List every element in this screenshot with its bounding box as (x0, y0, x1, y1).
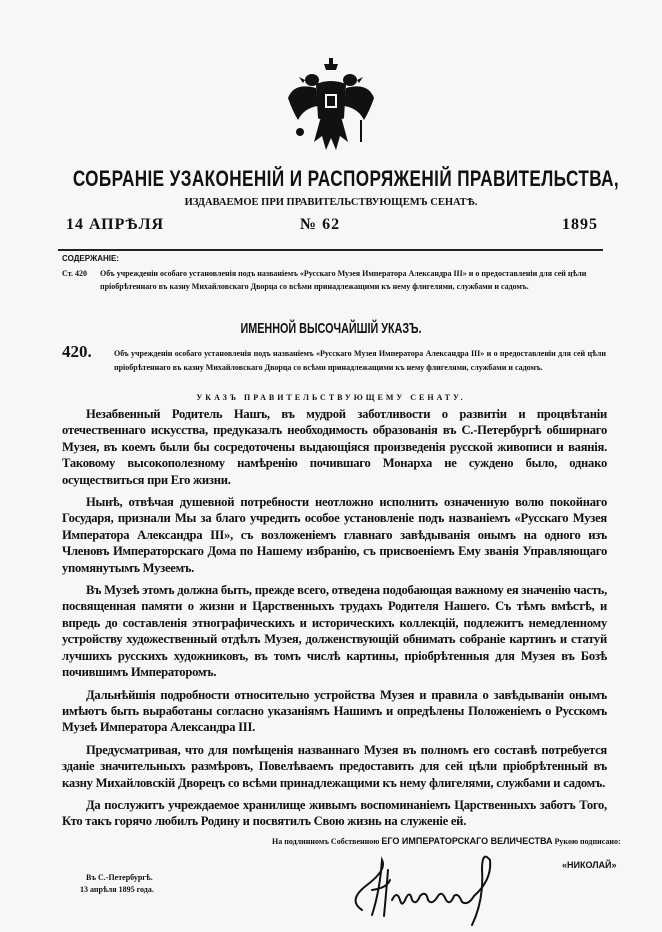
publication-title: СОБРАНІЕ УЗАКОНЕНІЙ И РАСПОРЯЖЕНІЙ ПРАВИТЕЛЬСТВА, (72, 166, 620, 191)
signature-note-title: ЕГО ИМПЕРАТОРСКАГО ВЕЛИЧЕСТВА (381, 835, 553, 846)
place-and-date (80, 872, 154, 896)
double-headed-eagle-emblem (286, 58, 376, 154)
decree-addressee: УКАЗЪ ПРАВИТЕЛЬСТВУЮЩЕМУ СЕНАТУ. (196, 393, 466, 402)
decree-body (62, 406, 607, 830)
handwritten-signature (342, 850, 512, 930)
contents-text: Объ учрежденіи особаго установленія подъ названіемъ «Русскаго Музея Императора Александра III» и о предоставленіи для сей цѣли пріобрѣтеннаго въ казну Михайловскаго Дворца со всѣми принадлежащими къ нему флигелями, службами и садомъ. (100, 269, 587, 291)
decree-paragraph: Дальнѣйшія подробности относительно устройства Музея и правила о завѣдываніи онымъ имѣютъ быть выработаны согласно указаніямъ Нашимъ и опредѣлены Положеніемъ о Русскомъ Музеѣ Императора Александра III. (62, 687, 607, 735)
signing-place: Въ С.-Петербургѣ. (86, 872, 153, 882)
contents-entry (62, 267, 602, 293)
header-divider (58, 249, 603, 251)
decree-paragraph: Предусматривая, что для помѣщенія названнаго Музея въ полномъ его составѣ потребуется зданіе значительныхъ размѣровъ, Повелѣваемъ предоставить для сей цѣли пріобрѣтенный въ казну Михайловскій Дворецъ со всѣми принадлежащими къ нему флигелями, службами и садомъ. (62, 742, 607, 790)
article-number: 420. (62, 342, 92, 361)
publication-subtitle: ИЗДАВАЕМОЕ ПРИ ПРАВИТЕЛЬСТВУЮЩЕМЪ СЕНАТѢ. (184, 197, 478, 208)
article-summary: Объ учрежденіи особаго установленія подъ названіемъ «Русскаго Музея Императора Александра III» и о предоставленіи для сей цѣли пріобрѣтеннаго въ казну Михайловскаго Дворца со всѣми принадлежащими къ нему флигелями, службами и садомъ. (114, 349, 606, 372)
signature-note-suffix: Рукою подписано: (554, 836, 621, 846)
decree-title: ИМЕННОЙ ВЫСОЧАЙШІЙ УКАЗЪ. (240, 320, 422, 337)
contents-label: СОДЕРЖАНІЕ: (62, 254, 119, 263)
decree-paragraph: Нынѣ, отвѣчая душевной потребности неотложно исполнить означенную волю покойнаго Государя, признали Мы за благо учредить особое установленіе подъ названіемъ «Русскаго Музея Императора Александра III», съ возложеніемъ главнаго завѣдыванія онымъ на одного изъ Членовъ Императорскаго Дома по Нашему избранію, съ присвоеніемъ Ему званія Управляющаго упомянутымъ Музеемъ. (62, 495, 607, 575)
decree-paragraph: Незабвенный Родитель Нашъ, въ мудрой заботливости о развитіи и процвѣтаніи отечественнаго искусства, предуказалъ необходимость образованія въ С.-Петербургѣ обширнаго Музея, въ коемъ были бы сосредоточены выдающіяся произведенія русской живописи и ваянія. Таковому высокополезному намѣренію почившаго Монарха не суждено было, однако осуществиться при Его жизни. (62, 407, 607, 487)
signature-note-prefix: На подлинномъ Собственною (272, 836, 380, 846)
issue-number: № 62 (300, 216, 341, 233)
decree-paragraph: Въ Музеѣ этомъ должна быть, прежде всего, отведена подобающая важному ея значенію часть, посвященная памяти о жизни и Царственныхъ трудахъ Родителя Нашего. Съ тѣмъ вмѣстѣ, и впредь до составленія этнографическихъ и историческихъ коллекцій, подлежитъ немедленному устройству художественный отдѣлъ Музея, долженствующій обнимать собраніе картинъ и статуй лучшихъ русскихъ художниковъ, въ томъ числѣ картины, пріобрѣтенныя для Музея въ Бозѣ почившимъ Императоромъ. (62, 583, 607, 680)
signing-date: 13 апрѣля 1895 года. (80, 884, 154, 894)
contents-article-number: Ст. 420 (62, 269, 87, 278)
issue-date: 14 АПРѢЛЯ (66, 216, 165, 233)
decree-paragraph: Да послужитъ учреждаемое хранилище живымъ воспоминаніемъ Царственныхъ заботъ Того, Кто такъ горячо любилъ Родину и посвятилъ Свою жизнь на служеніе ей. (62, 797, 607, 829)
signature-note (272, 836, 621, 846)
decree-flow (62, 406, 621, 932)
signatory-name: «НИКОЛАЙ» (562, 859, 617, 870)
signature-area (62, 835, 621, 932)
issue-year: 1895 (562, 216, 598, 233)
